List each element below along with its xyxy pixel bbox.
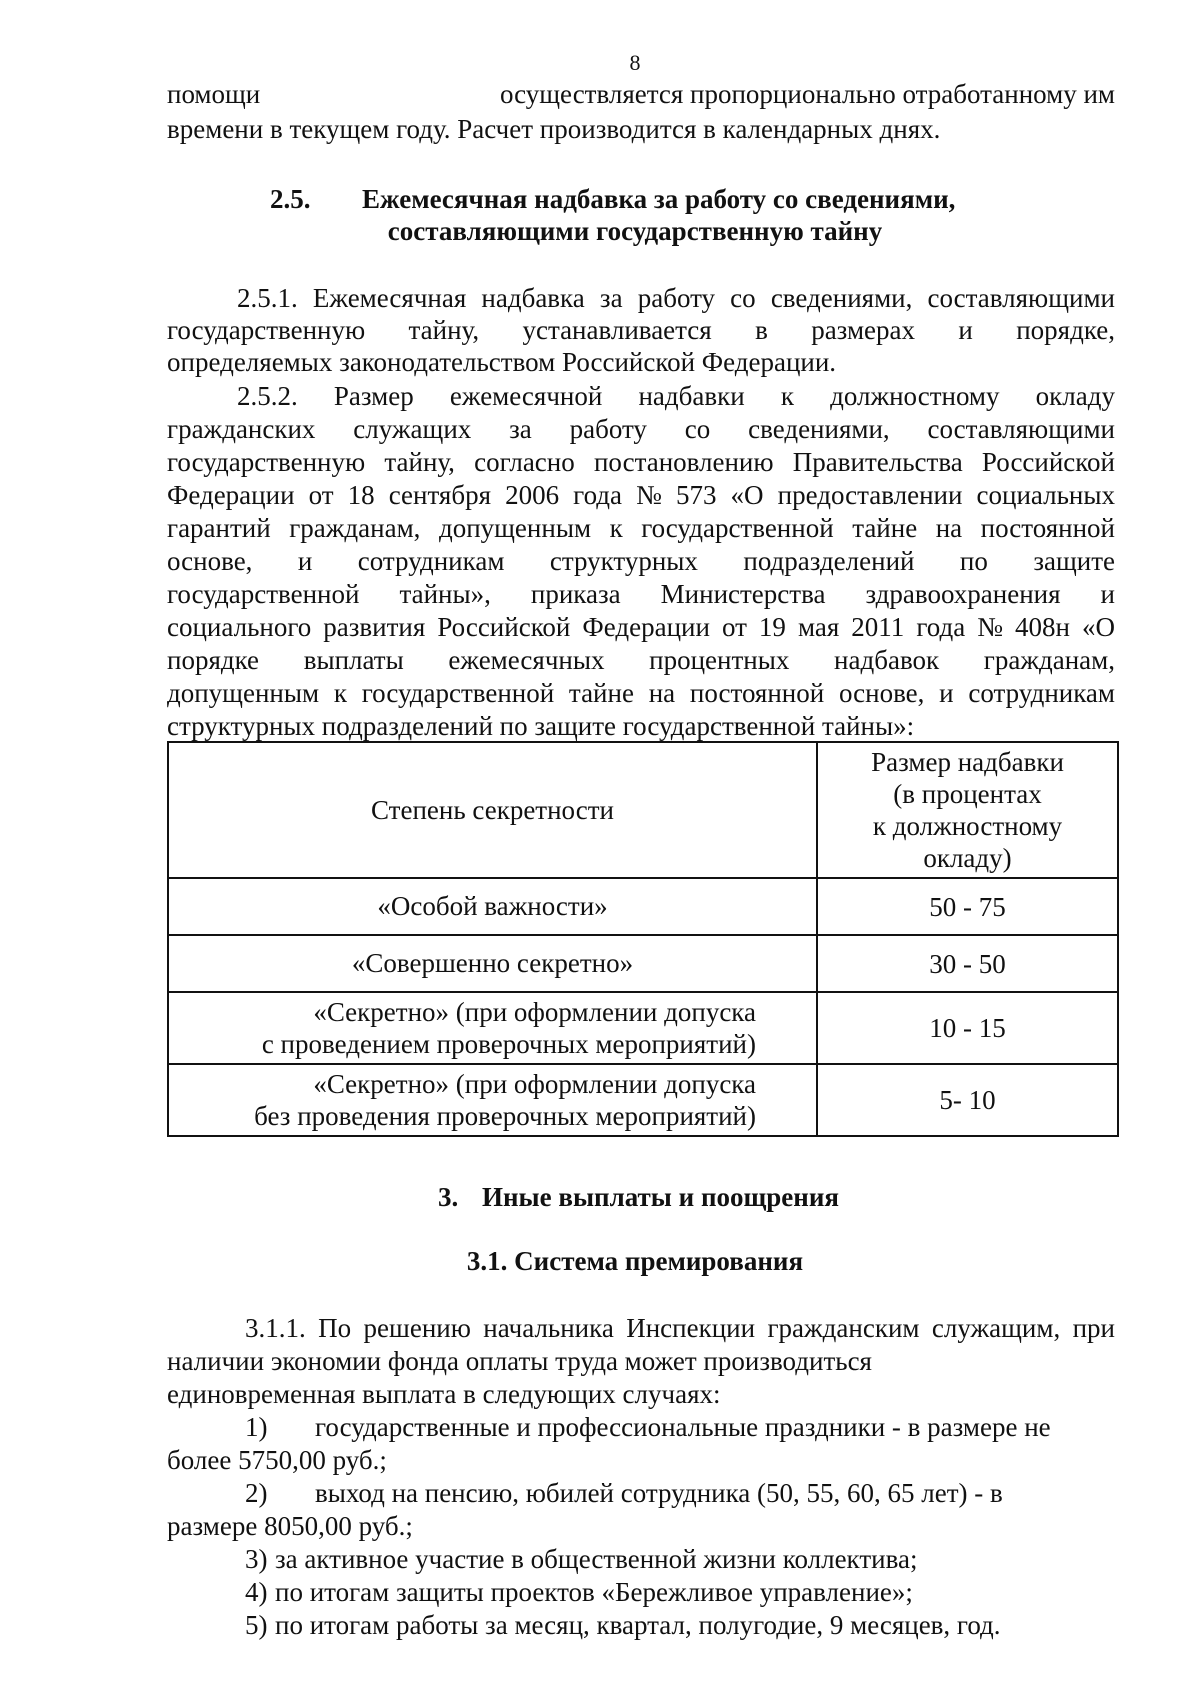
row-secrecy-level xyxy=(168,992,817,1064)
row-secrecy-line: с проведением проверочных мероприятий) xyxy=(261,1029,756,1059)
header-allowance-line: (в процентах xyxy=(893,779,1042,809)
paragraph-2-5-2-line: порядке выплаты ежемесячных процентных надбавок гражданам, xyxy=(167,645,1115,675)
table-row xyxy=(168,878,1118,935)
paragraph-2-5-2-line: 2.5.2. Размер ежемесячной надбавки к должностному окладу xyxy=(237,381,1115,411)
list-item-text: за активное участие в общественной жизни коллектива; xyxy=(275,1544,918,1574)
paragraph-2-5-1-line: 2.5.1. Ежемесячная надбавка за работу со сведениями, составляющими xyxy=(237,283,1115,313)
row-allowance-value: 5- 10 xyxy=(817,1064,1118,1136)
row-secrecy-line: без проведения проверочных мероприятий) xyxy=(254,1101,756,1131)
paragraph-3-1-1-line: наличии экономии фонда оплаты труда может производиться xyxy=(167,1346,872,1376)
section-2-5-title-line1: Ежемесячная надбавка за работу со сведениями, xyxy=(362,184,956,214)
list-item-continuation: более 5750,00 руб.; xyxy=(167,1445,387,1475)
list-item-text: выход на пенсию, юбилей сотрудника (50, 55, 60, 65 лет) - в xyxy=(315,1478,1003,1508)
paragraph-3-1-1-line: единовременная выплата в следующих случаях: xyxy=(167,1379,721,1409)
row-allowance-value: 50 - 75 xyxy=(817,878,1118,935)
table-row xyxy=(168,992,1118,1064)
section-3-1-title: 3.1. Система премирования xyxy=(466,1246,804,1276)
row-secrecy-line: «Секретно» (при оформлении допуска xyxy=(313,997,756,1027)
section-2-5-number: 2.5. xyxy=(270,184,311,214)
list-item-number: 5) xyxy=(245,1610,268,1640)
row-secrecy-level xyxy=(168,1064,817,1136)
list-item-text: по итогам работы за месяц, квартал, полугодие, 9 месяцев, год. xyxy=(275,1610,1001,1640)
paragraph-2-5-2-line: основе, и сотрудникам структурных подразделений по защите xyxy=(167,546,1115,576)
continuation-line-2: времени в текущем году. Расчет производится в календарных днях. xyxy=(167,114,941,144)
row-allowance-value: 10 - 15 xyxy=(817,992,1118,1064)
list-item-number: 2) xyxy=(245,1478,268,1508)
paragraph-2-5-2-line: гарантий гражданам, допущенным к государственной тайне на постоянной xyxy=(167,513,1115,543)
list-item-number: 4) xyxy=(245,1577,268,1607)
row-secrecy-level: «Совершенно секретно» xyxy=(168,935,817,992)
list-item-number: 1) xyxy=(245,1412,268,1442)
list-item-text: по итогам защиты проектов «Бережливое управление»; xyxy=(275,1577,913,1607)
list-item-continuation: размере 8050,00 руб.; xyxy=(167,1511,413,1541)
paragraph-2-5-2-line: структурных подразделений по защите государственной тайны»: xyxy=(167,711,915,741)
table-row xyxy=(168,1064,1118,1136)
page-number: 8 xyxy=(629,50,641,75)
list-item-number: 3) xyxy=(245,1544,268,1574)
header-allowance-line: к должностному xyxy=(872,811,1063,841)
paragraph-2-5-2-line: гражданских служащих за работу со сведениями, составляющими xyxy=(167,414,1115,444)
secrecy-table xyxy=(167,741,1119,1137)
paragraph-2-5-1-line: определяемых законодательством Российской Федерации. xyxy=(167,347,837,377)
continuation-text: осуществляется пропорционально отработанному им xyxy=(499,79,1115,109)
section-3-number: 3. xyxy=(438,1182,459,1212)
section-2-5-title-line2: составляющими государственную тайну xyxy=(387,216,883,246)
section-3-title: Иные выплаты и поощрения xyxy=(482,1182,840,1212)
table-header-row xyxy=(168,742,1118,878)
continuation-word: помощи xyxy=(167,79,261,109)
header-allowance-line: окладу) xyxy=(923,843,1012,873)
paragraph-2-5-1-line: государственную тайну, устанавливается в размерах и порядке, xyxy=(167,315,1115,345)
paragraph-2-5-2-line: социального развития Российской Федерации от 19 мая 2011 года № 408н «О xyxy=(167,612,1115,642)
list-item-text: государственные и профессиональные праздники - в размере не xyxy=(315,1412,1051,1442)
paragraph-2-5-2-line: государственную тайну, согласно постановлению Правительства Российской xyxy=(167,447,1115,477)
table-row xyxy=(168,935,1118,992)
paragraph-2-5-2-line: Федерации от 18 сентября 2006 года № 573 «О предоставлении социальных xyxy=(167,480,1115,510)
row-allowance-value: 30 - 50 xyxy=(817,935,1118,992)
table-header-allowance xyxy=(817,742,1118,878)
table-header-secrecy: Степень секретности xyxy=(168,742,817,878)
row-secrecy-line: «Секретно» (при оформлении допуска xyxy=(313,1069,756,1099)
header-allowance-line: Размер надбавки xyxy=(871,747,1064,777)
paragraph-2-5-2-line: допущенным к государственной тайне на постоянной основе, и сотрудникам xyxy=(167,678,1115,708)
paragraph-2-5-2-line: государственной тайны», приказа Министерства здравоохранения и xyxy=(167,579,1115,609)
paragraph-3-1-1-line: 3.1.1. По решению начальника Инспекции гражданским служащим, при xyxy=(245,1313,1115,1343)
row-secrecy-level: «Особой важности» xyxy=(168,878,817,935)
